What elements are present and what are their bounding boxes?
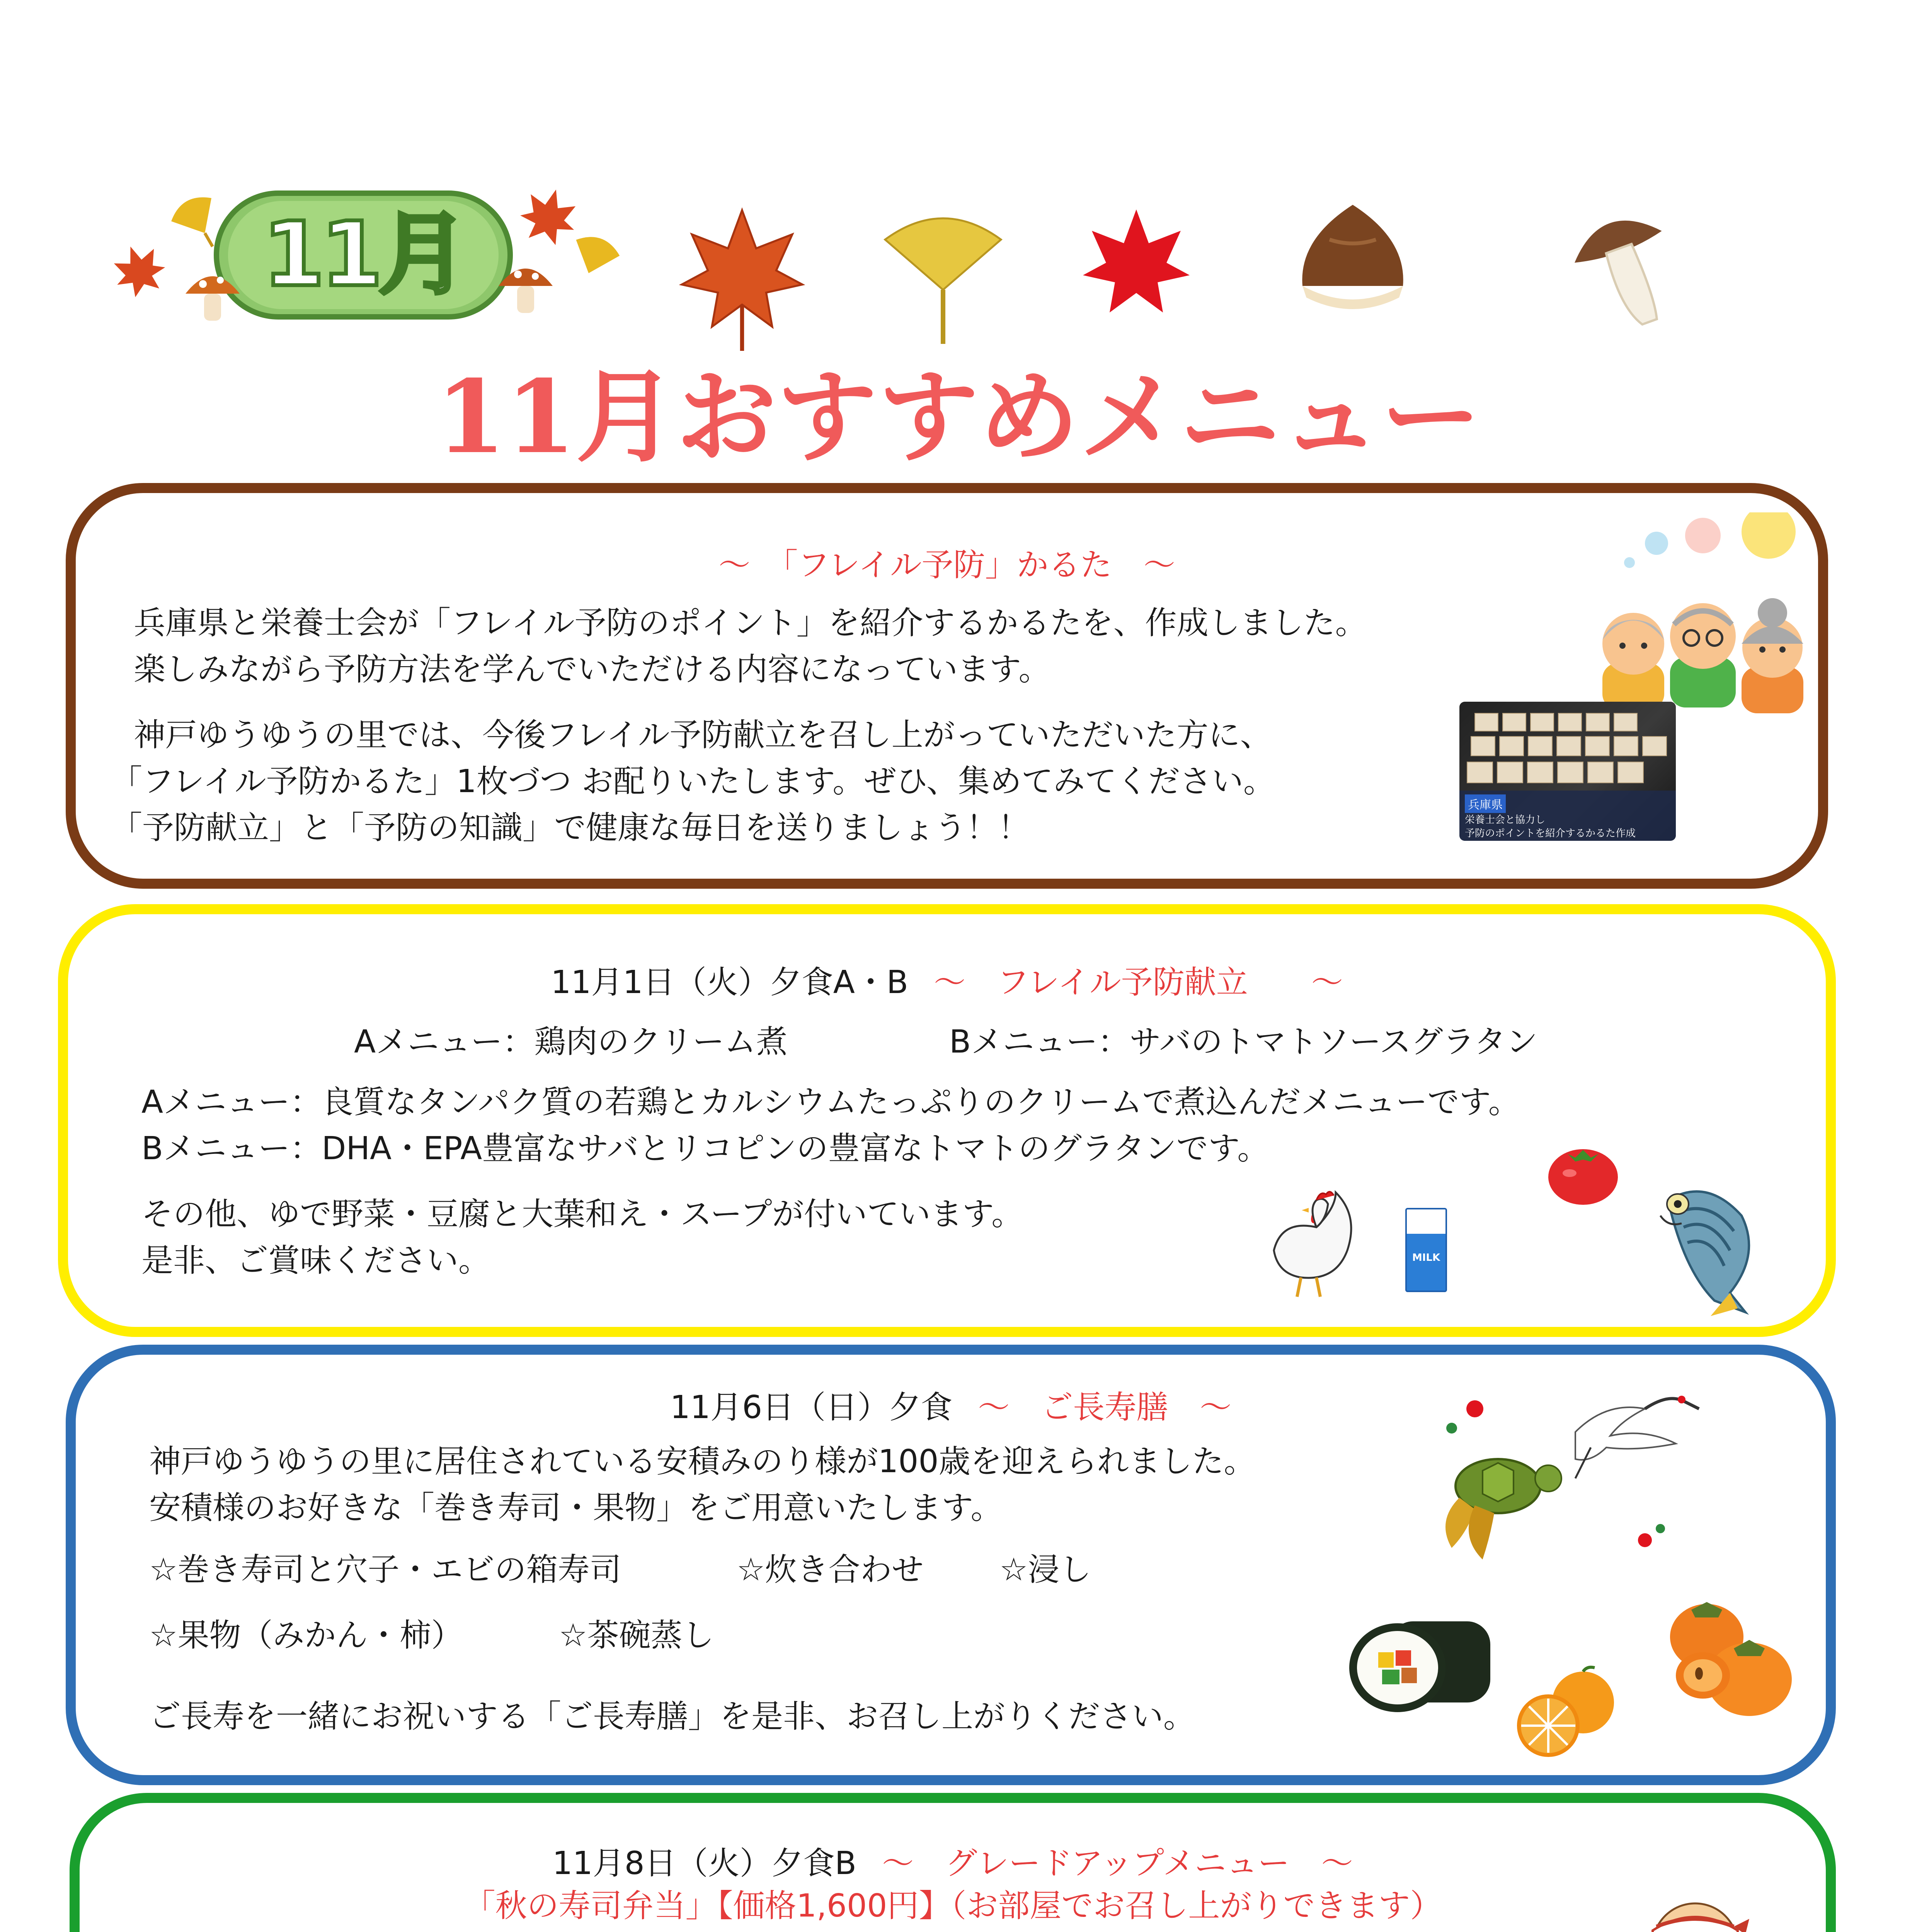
paragraph-line: 楽しみながら予防方法を学んでいただける内容になっています。 [134, 651, 1050, 688]
chestnut-icon [1302, 205, 1403, 309]
ginkgo-leaf-icon [885, 218, 1001, 344]
milk-carton-icon [1405, 1208, 1447, 1292]
small-maple-leaf-icon [106, 238, 171, 301]
paragraph-line: ご長寿を一緒にお祝いする「ご長寿膳」を是非、お召し上がりください。 [149, 1698, 1195, 1735]
heading-theme: ～ フレイル予防献立 ～ [934, 964, 1343, 1001]
mackerel-icon [1645, 1169, 1769, 1316]
paragraph-line: 「フレイル予防かるた」1枚づつ お配りいたします。ぜひ、集めてみてください。 [111, 763, 1275, 800]
red-maple-leaf-icon [1083, 209, 1190, 313]
paragraph-line: 「予防献立」と「予防の知識」で健康な毎日を送りましょう！！ [111, 810, 1030, 846]
menu-a: Aメニュー：鶏肉のクリーム煮 [354, 1024, 788, 1060]
section-subheading: 「秋の寿司弁当」【価格1,600円】（お部屋でお召し上がりできます） [463, 1888, 1442, 1924]
menu-item: ☆炊き合わせ [737, 1551, 924, 1588]
turtle-icon [1445, 1459, 1561, 1560]
photo-caption: 予防のポイントを紹介するかるた作成 [1465, 828, 1636, 839]
paragraph-line: 兵庫県と栄養士会が「フレイル予防のポイント」を紹介するかるたを、作成しました。 [134, 605, 1367, 641]
heading-date: 11月1日（火）夕食A・B [551, 964, 909, 1001]
heading-date: 11月8日（火）夕食B [552, 1845, 857, 1882]
section-frailty-menu-nov1 [58, 904, 1836, 1337]
maple-leaf-icon [682, 210, 802, 351]
page-header [0, 0, 1917, 487]
paragraph-line: 神戸ゆうゆうの里に居住されている安積みのり様が100歳を迎えられました。 [149, 1443, 1256, 1480]
orange-icon [1510, 1660, 1626, 1760]
page-title: 11月おすすめメニュー [436, 358, 1481, 476]
small-maple-leaf-icon [515, 182, 583, 249]
small-ginkgo-leaf-icon [567, 231, 623, 281]
section-heading: ～ 「フレイル予防」かるた ～ [718, 547, 1175, 583]
crane-icon [1575, 1396, 1699, 1478]
menu-b: Bメニュー：サバのトマトソースグラタン [949, 1024, 1538, 1060]
menu-item: ☆巻き寿司と穴子・エビの箱寿司 [149, 1551, 621, 1588]
paragraph-line: 安積様のお好きな「巻き寿司・果物」をご用意いたします。 [149, 1490, 1003, 1526]
crane-turtle-icon [1428, 1386, 1707, 1563]
chicken-icon [1258, 1185, 1374, 1301]
photo-caption: 兵庫県 [1465, 794, 1506, 813]
sushi-roll-icon [1343, 1610, 1498, 1726]
paragraph-line: その他、ゆで野菜・豆腐と大葉和え・スープが付いています。 [141, 1196, 1023, 1233]
persimmon-icon [1660, 1594, 1800, 1726]
paragraph-line: 神戸ゆうゆうの里では、今後フレイル予防献立を召し上がっていただいた方に、 [134, 717, 1272, 753]
menu-item: ☆浸し [999, 1551, 1091, 1588]
sushi-chef-icon [1618, 1888, 1772, 1932]
paragraph-line: 是非、ご賞味ください。 [141, 1242, 490, 1279]
heading-date: 11月6日（日）夕食 [670, 1389, 953, 1426]
photo-caption: 栄養士会と協力し [1465, 814, 1546, 826]
tomato-icon [1544, 1138, 1622, 1208]
menu-item: ☆茶碗蒸し [559, 1617, 714, 1654]
heading-theme: ～ グレードアップメニュー ～ [882, 1845, 1353, 1882]
paragraph-line: Bメニュー：DHA・EPA豊富なサバとリコピンの豊富なトマトのグラタンです。 [141, 1130, 1269, 1167]
heading-theme: ～ ご長寿膳 ～ [978, 1389, 1232, 1426]
section-heading [80, 1845, 1826, 1882]
menu-item: ☆果物（みかん・柿） [149, 1617, 463, 1654]
badge-label: 11月 [262, 203, 464, 306]
elderly-people-icon [1575, 512, 1815, 713]
karuta-photo [1459, 702, 1676, 841]
section-heading [68, 964, 1826, 1001]
section-frailty-karuta [66, 483, 1828, 889]
mushroom-icon [1566, 207, 1690, 339]
section-longevity-meal [66, 1345, 1836, 1785]
paragraph-line: Aメニュー：良質なタンパク質の若鶏とカルシウムたっぷりのクリームで煮込んだメニューです。 [141, 1084, 1520, 1121]
milk-label: MILK [1412, 1252, 1440, 1264]
section-sushi-bento [70, 1793, 1836, 1932]
